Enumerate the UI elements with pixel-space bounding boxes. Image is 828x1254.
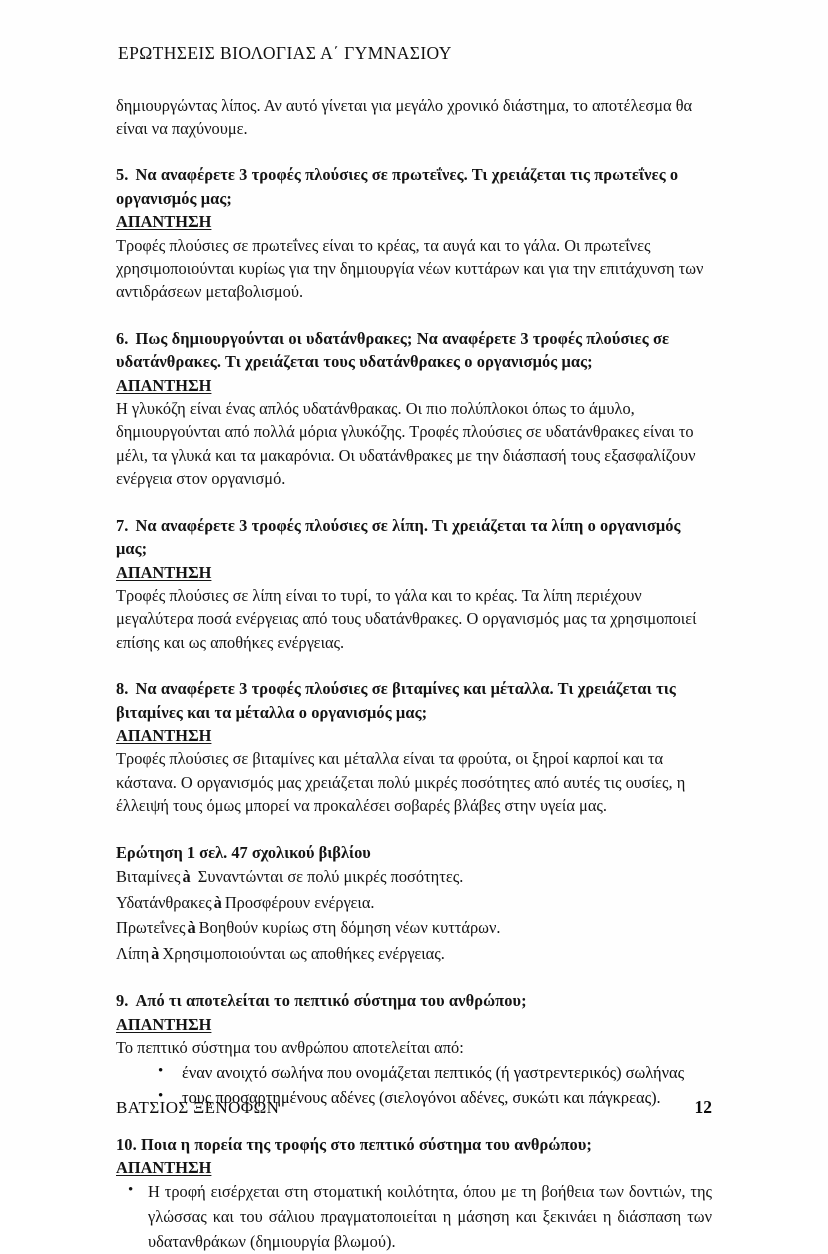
intro-paragraph: δημιουργώντας λίπος. Αν αυτό γίνεται για μεγάλο χρονικό διάστημα, το αποτέλεσμα θα είναι να παχύνουμε. bbox=[116, 96, 693, 139]
question-number-5: 5. bbox=[116, 165, 129, 185]
arrow-icon: à bbox=[182, 866, 191, 886]
question-block-5 bbox=[116, 163, 712, 303]
question-number-6: 6. bbox=[116, 328, 129, 348]
answer-text-5: Τροφές πλούσιες σε πρωτεΐνες είναι το κρέας, τα αυγά και το γάλα. Οι πρωτεΐνες χρησιμοποιούνται κυρίως για την δημιουργία νέων κυττάρων και για την επιτάχυνση των αντιδράσεων μεταβολισμού. bbox=[116, 235, 704, 302]
answer-bullet-10: • Η τροφή εισέρχεται στη στοματική κοιλότητα, όπου με τη βοήθεια των δοντιών, της γλώσσας και του σάλιου πραγματοποιείται η μάσηση και ξεκινάει η διάσπαση των υδατανθράκων (δημιουργία βλωμού). bbox=[116, 1179, 712, 1254]
matching-pair-1 bbox=[116, 864, 712, 890]
answer-label-10: ΑΠΑΝΤΗΣΗ bbox=[116, 1157, 212, 1177]
matching-term-4: Λίπη bbox=[116, 943, 150, 963]
matching-term-2: Υδατάνθρακες bbox=[116, 892, 212, 912]
question-prompt-6: Πως δημιουργούνται οι υδατάνθρακες; Να αναφέρετε 3 τροφές πλούσιες σε υδατάνθρακες. Τι χρειάζεται τους υδατάνθρακες ο οργανισμός μας; bbox=[116, 328, 670, 372]
question-block-10 bbox=[116, 1133, 712, 1254]
matching-definition-4: Χρησιμοποιούνται ως αποθήκες ενέργειας. bbox=[162, 943, 445, 963]
matching-definition-2: Προσφέρουν ενέργεια. bbox=[224, 892, 375, 912]
matching-pair-4 bbox=[116, 941, 712, 967]
matching-term-3: Πρωτεΐνες bbox=[116, 918, 186, 938]
matching-definition-3: Βοηθούν κυρίως στη δόμηση νέων κυττάρων. bbox=[198, 918, 501, 938]
question-heading-7 bbox=[116, 514, 712, 561]
question-heading-8 bbox=[116, 677, 712, 724]
answer-text-7: Τροφές πλούσιες σε λίπη είναι το τυρί, το γάλα και το κρέας. Τα λίπη περιέχουν μεγαλύτερα ποσά ενέργειας από τους υδατάνθρακες. Ο οργανισμός μας τα χρησιμοποιεί επίσης και ως αποθήκες ενέργειας. bbox=[116, 585, 697, 652]
footer-author: ΒΑΤΣΙΟΣ ΞΕΝΟΦΩΝ bbox=[116, 1098, 280, 1117]
answer-label-7-wrap bbox=[116, 561, 712, 584]
question-block-9 bbox=[116, 989, 712, 1109]
book-exercise-title: Ερώτηση 1 σελ. 47 σχολικού βιβλίου bbox=[116, 842, 371, 862]
matching-pair-3 bbox=[116, 915, 712, 941]
answer-label-8-wrap bbox=[116, 724, 712, 747]
answer-label-8: ΑΠΑΝΤΗΣΗ bbox=[116, 725, 212, 745]
question-heading-9 bbox=[116, 989, 712, 1012]
page-content-column bbox=[116, 0, 712, 1252]
answer-text-6: Η γλυκόζη είναι ένας απλός υδατάνθρακας. Οι πιο πολύπλοκοι όπως το άμυλο, δημιουργούνται από πολλά μόρια γλυκόζης. Τροφές πλούσιες σε υδατάνθρακες είναι το μέλι, τα γλυκά και τα μακαρόνια. Οι υδατάνθρακες με την διάσπασή τους εξασφαλίζουν ενέργεια στον οργανισμό. bbox=[116, 399, 696, 489]
answer-label-9-wrap bbox=[116, 1013, 712, 1036]
answer-label-7: ΑΠΑΝΤΗΣΗ bbox=[116, 562, 212, 582]
question-prompt-8: Να αναφέρετε 3 τροφές πλούσιες σε βιταμίνες και μέταλλα. Τι χρειάζεται τις βιταμίνες και τα μέταλλα ο οργανισμός μας; bbox=[116, 679, 676, 722]
matching-pair-2 bbox=[116, 890, 712, 916]
answer-label-5-wrap bbox=[116, 210, 712, 233]
answer-intro-9: Το πεπτικό σύστημα του ανθρώπου αποτελείται από: bbox=[116, 1038, 464, 1058]
question-heading-6 bbox=[116, 327, 712, 374]
document-body bbox=[116, 94, 712, 1254]
question-prompt-5: Να αναφέρετε 3 τροφές πλούσιες σε πρωτεΐνες. Τι χρειάζεται τις πρωτεΐνες ο οργανισμός μας; bbox=[116, 165, 679, 208]
list-item: • έναν ανοιχτό σωλήνα που ονομάζεται πεπτικός (ή γαστρεντερικός) σωλήνας bbox=[158, 1060, 712, 1085]
answer-label-10-wrap bbox=[116, 1156, 712, 1179]
question-number-7: 7. bbox=[116, 515, 129, 535]
question-number-9: 9. bbox=[116, 991, 129, 1011]
arrow-icon: à bbox=[213, 892, 222, 912]
question-prompt-10: Ποια η πορεία της τροφής στο πεπτικό σύστημα του ανθρώπου; bbox=[141, 1134, 592, 1154]
question-number-8: 8. bbox=[116, 679, 129, 699]
question-block-8 bbox=[116, 677, 712, 817]
book-exercise-block bbox=[116, 841, 712, 967]
footer-page-number: 12 bbox=[694, 1097, 712, 1117]
running-head: ΕΡΩΤΗΣΕΙΣ ΒΙΟΛΟΓΙΑΣ Α΄ ΓΥΜΝΑΣΙΟΥ bbox=[118, 43, 452, 63]
question-block-6 bbox=[116, 327, 712, 491]
question-prompt-7: Να αναφέρετε 3 τροφές πλούσιες σε λίπη. Τι χρειάζεται τα λίπη ο οργανισμός μας; bbox=[116, 515, 681, 559]
matching-definition-1: Συναντώνται σε πολύ μικρές ποσότητες. bbox=[193, 866, 464, 886]
list-item: • τους προσαρτημένους αδένες (σιελογόνοι αδένες, συκώτι και πάγκρεας). bbox=[158, 1085, 712, 1110]
page-footer bbox=[116, 1097, 712, 1118]
arrow-icon: à bbox=[151, 943, 160, 963]
question-heading-5 bbox=[116, 163, 712, 210]
answer-label-6-wrap bbox=[116, 374, 712, 397]
answer-label-6: ΑΠΑΝΤΗΣΗ bbox=[116, 375, 212, 395]
arrow-icon: à bbox=[187, 918, 196, 938]
question-prompt-9: Από τι αποτελείται το πεπτικό σύστημα του ανθρώπου; bbox=[135, 991, 527, 1011]
question-block-7 bbox=[116, 514, 712, 654]
answer-label-9: ΑΠΑΝΤΗΣΗ bbox=[116, 1014, 212, 1034]
answer-label-5: ΑΠΑΝΤΗΣΗ bbox=[116, 212, 212, 232]
question-number-10: 10. bbox=[116, 1134, 137, 1154]
answer-text-8: Τροφές πλούσιες σε βιταμίνες και μέταλλα είναι τα φρούτα, οι ξηροί καρποί και τα κάστανα. Ο οργανισμός μας χρειάζεται πολύ μικρές ποσότητες από αυτές τις ουσίες, η έλλειψή τους όμως μπορεί να προκαλέσει σοβαρές βλάβες στην υγεία μας. bbox=[116, 749, 686, 816]
question-heading-10 bbox=[116, 1133, 712, 1156]
matching-term-1: Βιταμίνες bbox=[116, 866, 181, 886]
